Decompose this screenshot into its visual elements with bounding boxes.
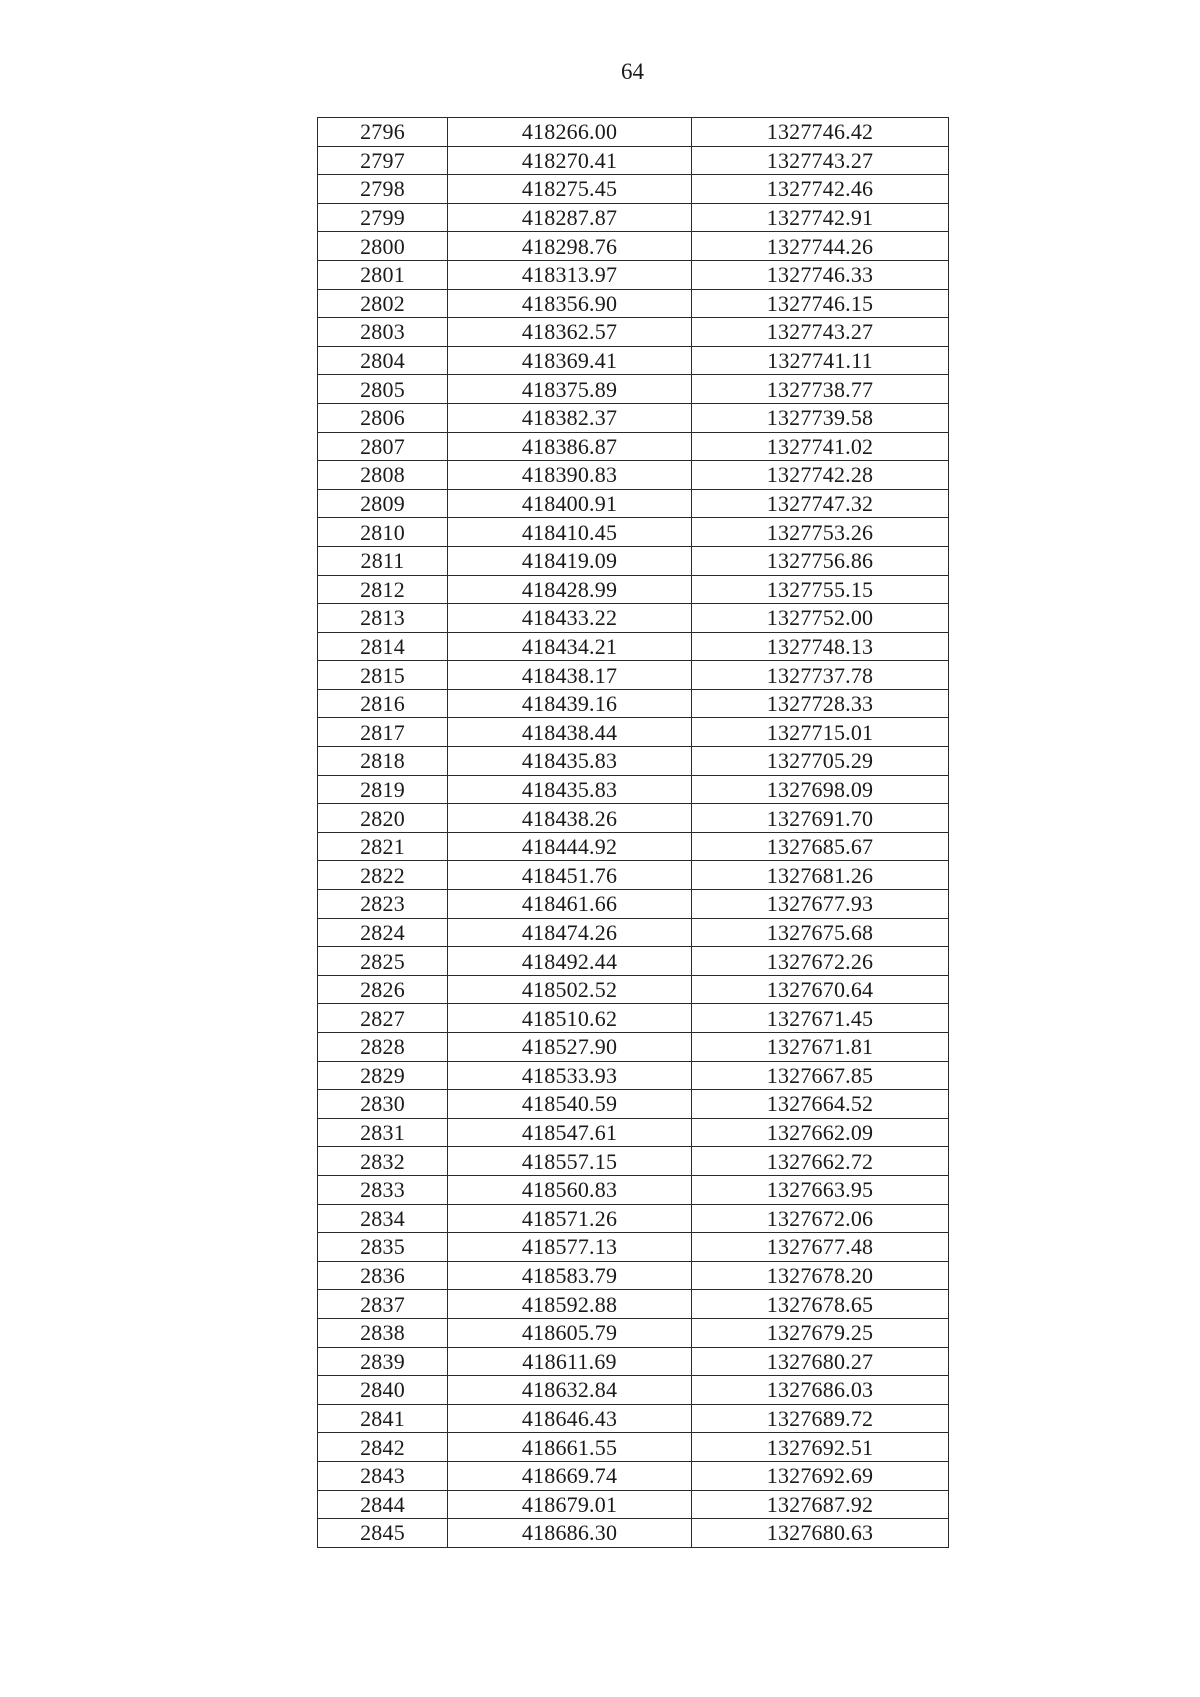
y-coordinate-cell: 1327678.65 — [692, 1290, 949, 1319]
x-coordinate-cell: 418438.17 — [448, 661, 692, 690]
point-number-cell: 2832 — [318, 1147, 448, 1176]
x-coordinate-cell: 418679.01 — [448, 1490, 692, 1519]
point-number-cell: 2805 — [318, 375, 448, 404]
point-number-cell: 2837 — [318, 1290, 448, 1319]
table-row — [318, 1061, 949, 1090]
table-row — [318, 1490, 949, 1519]
table-row — [318, 1404, 949, 1433]
table-row — [318, 775, 949, 804]
x-coordinate-cell: 418410.45 — [448, 518, 692, 547]
y-coordinate-cell: 1327664.52 — [692, 1090, 949, 1119]
point-number-cell: 2841 — [318, 1404, 448, 1433]
x-coordinate-cell: 418510.62 — [448, 1004, 692, 1033]
point-number-cell: 2806 — [318, 403, 448, 432]
x-coordinate-cell: 418646.43 — [448, 1404, 692, 1433]
table-row — [318, 918, 949, 947]
point-number-cell: 2833 — [318, 1175, 448, 1204]
y-coordinate-cell: 1327672.26 — [692, 947, 949, 976]
y-coordinate-cell: 1327672.06 — [692, 1204, 949, 1233]
point-number-cell: 2801 — [318, 260, 448, 289]
x-coordinate-cell: 418547.61 — [448, 1118, 692, 1147]
table-row — [318, 632, 949, 661]
x-coordinate-cell: 418382.37 — [448, 403, 692, 432]
x-coordinate-cell: 418369.41 — [448, 346, 692, 375]
table-row — [318, 260, 949, 289]
y-coordinate-cell: 1327742.91 — [692, 203, 949, 232]
table-row — [318, 1261, 949, 1290]
y-coordinate-cell: 1327662.09 — [692, 1118, 949, 1147]
point-number-cell: 2843 — [318, 1461, 448, 1490]
y-coordinate-cell: 1327670.64 — [692, 975, 949, 1004]
point-number-cell: 2797 — [318, 146, 448, 175]
point-number-cell: 2821 — [318, 832, 448, 861]
y-coordinate-cell: 1327671.45 — [692, 1004, 949, 1033]
point-number-cell: 2809 — [318, 489, 448, 518]
y-coordinate-cell: 1327746.33 — [692, 260, 949, 289]
table-row — [318, 689, 949, 718]
y-coordinate-cell: 1327752.00 — [692, 604, 949, 633]
table-row — [318, 575, 949, 604]
point-number-cell: 2799 — [318, 203, 448, 232]
y-coordinate-cell: 1327680.27 — [692, 1347, 949, 1376]
y-coordinate-cell: 1327677.48 — [692, 1233, 949, 1262]
x-coordinate-cell: 418287.87 — [448, 203, 692, 232]
table-row — [318, 375, 949, 404]
point-number-cell: 2827 — [318, 1004, 448, 1033]
x-coordinate-cell: 418266.00 — [448, 118, 692, 147]
point-number-cell: 2800 — [318, 232, 448, 261]
table-row — [318, 289, 949, 318]
point-number-cell: 2840 — [318, 1376, 448, 1405]
y-coordinate-cell: 1327737.78 — [692, 661, 949, 690]
point-number-cell: 2838 — [318, 1318, 448, 1347]
x-coordinate-cell: 418583.79 — [448, 1261, 692, 1290]
point-number-cell: 2810 — [318, 518, 448, 547]
y-coordinate-cell: 1327698.09 — [692, 775, 949, 804]
point-number-cell: 2802 — [318, 289, 448, 318]
point-number-cell: 2817 — [318, 718, 448, 747]
table-row — [318, 232, 949, 261]
table-row — [318, 661, 949, 690]
table-row — [318, 1347, 949, 1376]
point-number-cell: 2842 — [318, 1433, 448, 1462]
y-coordinate-cell: 1327747.32 — [692, 489, 949, 518]
x-coordinate-cell: 418502.52 — [448, 975, 692, 1004]
y-coordinate-cell: 1327715.01 — [692, 718, 949, 747]
point-number-cell: 2811 — [318, 546, 448, 575]
x-coordinate-cell: 418492.44 — [448, 947, 692, 976]
table-row — [318, 118, 949, 147]
y-coordinate-cell: 1327741.11 — [692, 346, 949, 375]
y-coordinate-cell: 1327675.68 — [692, 918, 949, 947]
point-number-cell: 2845 — [318, 1519, 448, 1548]
table-row — [318, 947, 949, 976]
point-number-cell: 2836 — [318, 1261, 448, 1290]
table-row — [318, 1376, 949, 1405]
point-number-cell: 2823 — [318, 890, 448, 919]
point-number-cell: 2798 — [318, 175, 448, 204]
point-number-cell: 2807 — [318, 432, 448, 461]
table-row — [318, 1433, 949, 1462]
y-coordinate-cell: 1327741.02 — [692, 432, 949, 461]
point-number-cell: 2830 — [318, 1090, 448, 1119]
x-coordinate-cell: 418386.87 — [448, 432, 692, 461]
point-number-cell: 2815 — [318, 661, 448, 690]
y-coordinate-cell: 1327739.58 — [692, 403, 949, 432]
table-row — [318, 1147, 949, 1176]
table-row — [318, 1033, 949, 1062]
y-coordinate-cell: 1327755.15 — [692, 575, 949, 604]
table-row — [318, 1519, 949, 1548]
x-coordinate-cell: 418557.15 — [448, 1147, 692, 1176]
y-coordinate-cell: 1327742.28 — [692, 461, 949, 490]
y-coordinate-cell: 1327756.86 — [692, 546, 949, 575]
x-coordinate-cell: 418451.76 — [448, 861, 692, 890]
table-row — [318, 489, 949, 518]
table-row — [318, 1461, 949, 1490]
y-coordinate-cell: 1327748.13 — [692, 632, 949, 661]
point-number-cell: 2844 — [318, 1490, 448, 1519]
table-row — [318, 890, 949, 919]
x-coordinate-cell: 418439.16 — [448, 689, 692, 718]
x-coordinate-cell: 418632.84 — [448, 1376, 692, 1405]
point-number-cell: 2824 — [318, 918, 448, 947]
point-number-cell: 2820 — [318, 804, 448, 833]
x-coordinate-cell: 418540.59 — [448, 1090, 692, 1119]
y-coordinate-cell: 1327744.26 — [692, 232, 949, 261]
x-coordinate-cell: 418435.83 — [448, 775, 692, 804]
table-row — [318, 718, 949, 747]
point-number-cell: 2812 — [318, 575, 448, 604]
table-row — [318, 203, 949, 232]
y-coordinate-cell: 1327738.77 — [692, 375, 949, 404]
x-coordinate-cell: 418533.93 — [448, 1061, 692, 1090]
point-number-cell: 2803 — [318, 318, 448, 347]
x-coordinate-cell: 418438.44 — [448, 718, 692, 747]
x-coordinate-cell: 418433.22 — [448, 604, 692, 633]
x-coordinate-cell: 418362.57 — [448, 318, 692, 347]
y-coordinate-cell: 1327692.51 — [692, 1433, 949, 1462]
x-coordinate-cell: 418356.90 — [448, 289, 692, 318]
table-row — [318, 403, 949, 432]
x-coordinate-cell: 418438.26 — [448, 804, 692, 833]
y-coordinate-cell: 1327662.72 — [692, 1147, 949, 1176]
y-coordinate-cell: 1327705.29 — [692, 747, 949, 776]
table-row — [318, 432, 949, 461]
table-row — [318, 1175, 949, 1204]
x-coordinate-cell: 418428.99 — [448, 575, 692, 604]
y-coordinate-cell: 1327680.63 — [692, 1519, 949, 1548]
point-number-cell: 2819 — [318, 775, 448, 804]
x-coordinate-cell: 418375.89 — [448, 375, 692, 404]
table-row — [318, 604, 949, 633]
point-number-cell: 2828 — [318, 1033, 448, 1062]
y-coordinate-cell: 1327685.67 — [692, 832, 949, 861]
x-coordinate-cell: 418527.90 — [448, 1033, 692, 1062]
y-coordinate-cell: 1327746.15 — [692, 289, 949, 318]
y-coordinate-cell: 1327677.93 — [692, 890, 949, 919]
y-coordinate-cell: 1327678.20 — [692, 1261, 949, 1290]
table-row — [318, 546, 949, 575]
point-number-cell: 2834 — [318, 1204, 448, 1233]
table-row — [318, 861, 949, 890]
x-coordinate-cell: 418444.92 — [448, 832, 692, 861]
x-coordinate-cell: 418400.91 — [448, 489, 692, 518]
table-row — [318, 518, 949, 547]
y-coordinate-cell: 1327746.42 — [692, 118, 949, 147]
y-coordinate-cell: 1327663.95 — [692, 1175, 949, 1204]
point-number-cell: 2822 — [318, 861, 448, 890]
x-coordinate-cell: 418661.55 — [448, 1433, 692, 1462]
table-row — [318, 1118, 949, 1147]
table-row — [318, 1233, 949, 1262]
point-number-cell: 2826 — [318, 975, 448, 1004]
table-row — [318, 975, 949, 1004]
y-coordinate-cell: 1327667.85 — [692, 1061, 949, 1090]
y-coordinate-cell: 1327671.81 — [692, 1033, 949, 1062]
x-coordinate-cell: 418592.88 — [448, 1290, 692, 1319]
table-row — [318, 804, 949, 833]
table-row — [318, 175, 949, 204]
table-row — [318, 146, 949, 175]
x-coordinate-cell: 418686.30 — [448, 1519, 692, 1548]
y-coordinate-cell: 1327753.26 — [692, 518, 949, 547]
table-row — [318, 1290, 949, 1319]
x-coordinate-cell: 418611.69 — [448, 1347, 692, 1376]
table-row — [318, 1318, 949, 1347]
x-coordinate-cell: 418605.79 — [448, 1318, 692, 1347]
table-row — [318, 1204, 949, 1233]
point-number-cell: 2796 — [318, 118, 448, 147]
x-coordinate-cell: 418298.76 — [448, 232, 692, 261]
y-coordinate-cell: 1327743.27 — [692, 318, 949, 347]
x-coordinate-cell: 418434.21 — [448, 632, 692, 661]
point-number-cell: 2829 — [318, 1061, 448, 1090]
y-coordinate-cell: 1327728.33 — [692, 689, 949, 718]
y-coordinate-cell: 1327691.70 — [692, 804, 949, 833]
point-number-cell: 2813 — [318, 604, 448, 633]
point-number-cell: 2816 — [318, 689, 448, 718]
point-number-cell: 2808 — [318, 461, 448, 490]
point-number-cell: 2818 — [318, 747, 448, 776]
point-number-cell: 2839 — [318, 1347, 448, 1376]
x-coordinate-cell: 418560.83 — [448, 1175, 692, 1204]
table-row — [318, 747, 949, 776]
x-coordinate-cell: 418669.74 — [448, 1461, 692, 1490]
point-number-cell: 2804 — [318, 346, 448, 375]
y-coordinate-cell: 1327689.72 — [692, 1404, 949, 1433]
x-coordinate-cell: 418577.13 — [448, 1233, 692, 1262]
table-row — [318, 318, 949, 347]
point-number-cell: 2825 — [318, 947, 448, 976]
y-coordinate-cell: 1327743.27 — [692, 146, 949, 175]
y-coordinate-cell: 1327692.69 — [692, 1461, 949, 1490]
y-coordinate-cell: 1327681.26 — [692, 861, 949, 890]
table-row — [318, 1090, 949, 1119]
table-row — [318, 1004, 949, 1033]
x-coordinate-cell: 418474.26 — [448, 918, 692, 947]
y-coordinate-cell: 1327687.92 — [692, 1490, 949, 1519]
table-row — [318, 832, 949, 861]
x-coordinate-cell: 418313.97 — [448, 260, 692, 289]
y-coordinate-cell: 1327686.03 — [692, 1376, 949, 1405]
x-coordinate-cell: 418571.26 — [448, 1204, 692, 1233]
table-row — [318, 461, 949, 490]
y-coordinate-cell: 1327679.25 — [692, 1318, 949, 1347]
x-coordinate-cell: 418390.83 — [448, 461, 692, 490]
point-number-cell: 2814 — [318, 632, 448, 661]
x-coordinate-cell: 418435.83 — [448, 747, 692, 776]
x-coordinate-cell: 418270.41 — [448, 146, 692, 175]
table-row — [318, 346, 949, 375]
point-number-cell: 2835 — [318, 1233, 448, 1262]
page-number: 64 — [621, 59, 644, 84]
x-coordinate-cell: 418419.09 — [448, 546, 692, 575]
x-coordinate-cell: 418461.66 — [448, 890, 692, 919]
coordinates-table-body — [318, 118, 949, 1548]
coordinates-table — [317, 117, 949, 1548]
point-number-cell: 2831 — [318, 1118, 448, 1147]
y-coordinate-cell: 1327742.46 — [692, 175, 949, 204]
x-coordinate-cell: 418275.45 — [448, 175, 692, 204]
